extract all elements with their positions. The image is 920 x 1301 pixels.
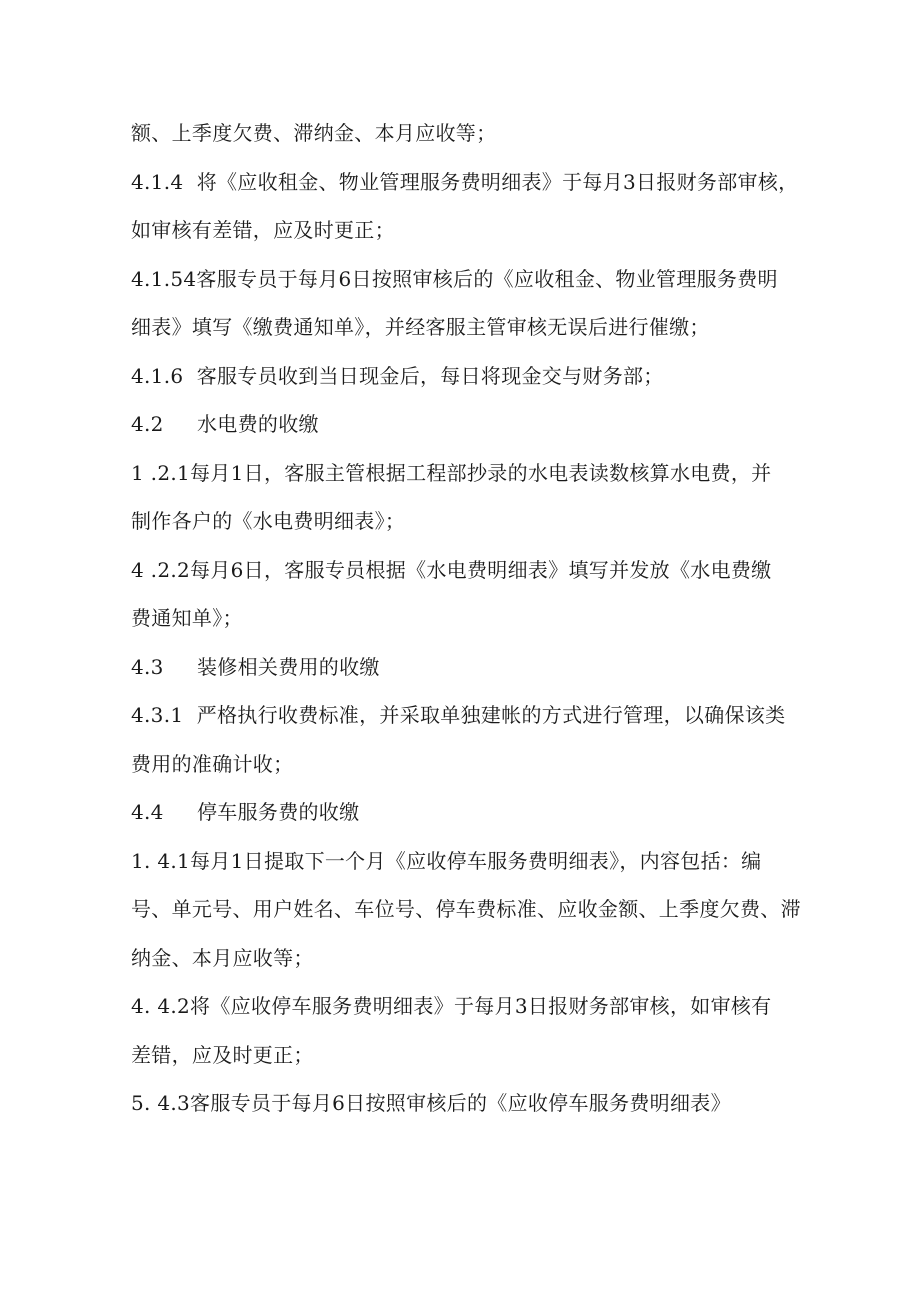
text-line: 费通知单》；	[131, 606, 243, 630]
text-line: 制作各户的《水电费明细表》；	[131, 509, 406, 533]
text-line: 细表》填写《缴费通知单》，并经客服主管审核无误后进行催缴；	[131, 315, 710, 339]
text-line: 1. 4.1每月1日提取下一个月《应收停车服务费明细表》，内容包括：编	[131, 849, 762, 873]
text-line: 如审核有差错，应及时更正；	[131, 218, 395, 242]
section-heading: 4.2 水电费的收缴	[131, 412, 319, 436]
text-line: 4.1.54客服专员于每月6日按照审核后的《应收租金、物业管理服务费明	[131, 267, 778, 291]
text-line: 差错，应及时更正；	[131, 1043, 314, 1067]
text-line: 1 .2.1每月1日，客服主管根据工程部抄录的水电表读数核算水电费，并	[131, 461, 772, 485]
text-line: 4.1.6 客服专员收到当日现金后，每日将现金交与财务部；	[131, 364, 664, 388]
section-heading: 4.3 装修相关费用的收缴	[131, 655, 380, 679]
section-heading: 4.4 停车服务费的收缴	[131, 800, 360, 824]
text-line: 4.3.1 严格执行收费标准，并采取单独建帐的方式进行管理，以确保该类	[131, 703, 786, 727]
text-line: 费用的准确计收；	[131, 752, 294, 776]
text-line: 额、上季度欠费、滞纳金、本月应收等；	[131, 121, 497, 145]
text-line: 4 .2.2每月6日，客服专员根据《水电费明细表》填写并发放《水电费缴	[131, 558, 772, 582]
text-line: 4.1.4 将《应收租金、物业管理服务费明细表》于每月3日报财务部审核，	[131, 170, 799, 194]
text-line: 纳金、本月应收等；	[131, 946, 314, 970]
text-line: 4. 4.2将《应收停车服务费明细表》于每月3日报财务部审核，如审核有	[131, 994, 772, 1018]
text-line: 号、单元号、用户姓名、车位号、停车费标准、应收金额、上季度欠费、滞	[131, 897, 801, 921]
text-line: 5. 4.3客服专员于每月6日按照审核后的《应收停车服务费明细表》	[131, 1091, 731, 1115]
